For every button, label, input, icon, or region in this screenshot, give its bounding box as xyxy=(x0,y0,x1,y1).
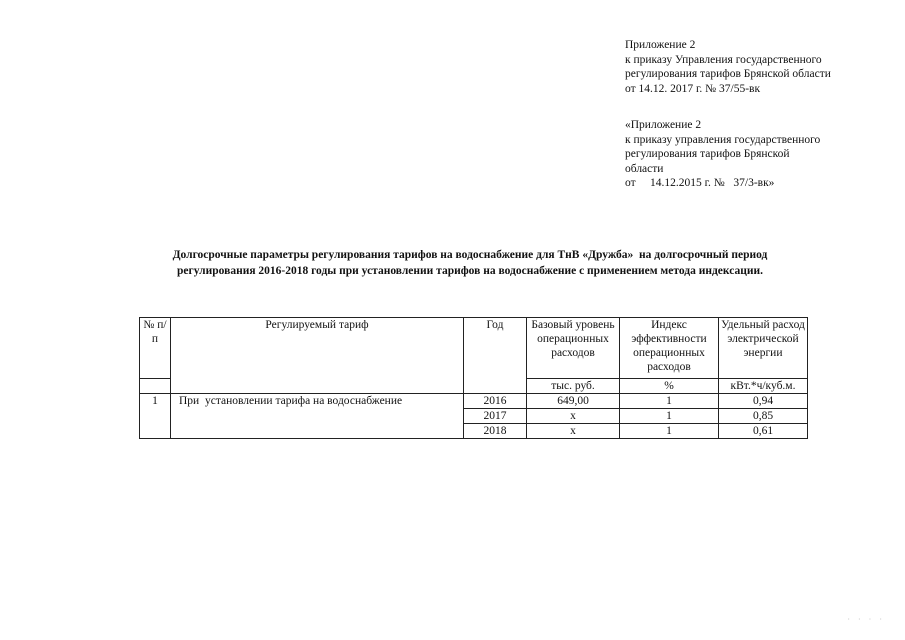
row-energy-consumption: 0,85 xyxy=(719,409,808,424)
appendix-current-block xyxy=(625,38,831,96)
row-efficiency-index: 1 xyxy=(620,394,719,409)
scan-artifact-dots: · · · · xyxy=(847,615,885,624)
row-base-cost: x xyxy=(527,424,620,439)
units-efficiency-index: % xyxy=(620,379,719,394)
appendix-previous-line: от 14.12.2015 г. № 37/3-вк» xyxy=(625,177,775,189)
appendix-previous-line: области xyxy=(625,162,664,175)
appendix-current-line: от 14.12. 2017 г. № 37/55-вк xyxy=(625,82,761,95)
units-energy-consumption: кВт.*ч/куб.м. xyxy=(719,379,808,394)
header-base-cost: Базовый уровень операционных расходов xyxy=(527,318,620,379)
table-header-row xyxy=(140,318,808,379)
document-title-line: регулирования 2016-2018 годы при установлении тарифов на водоснабжение с применением метода индексации. xyxy=(176,265,763,277)
header-efficiency-index: Индекс эффективности операционных расходов xyxy=(620,318,719,379)
appendix-current-line: Приложение 2 xyxy=(625,39,696,51)
row-year: 2018 xyxy=(464,424,527,439)
row-year: 2016 xyxy=(464,394,527,409)
row-base-cost: x xyxy=(527,409,620,424)
row-tariff: При установлении тарифа на водоснабжение xyxy=(171,394,464,439)
document-title-line: Долгосрочные параметры регулирования тарифов на водоснабжение для ТнВ «Дружба» на долгосрочный период xyxy=(172,249,768,261)
appendix-previous-line: «Приложение 2 xyxy=(625,119,702,131)
parameters-table xyxy=(139,317,808,439)
row-num: 1 xyxy=(140,394,171,439)
appendix-previous-block xyxy=(625,118,820,191)
row-year: 2017 xyxy=(464,409,527,424)
appendix-current-line: регулирования тарифов Брянской области xyxy=(625,68,831,80)
row-energy-consumption: 0,61 xyxy=(719,424,808,439)
appendix-previous-line: регулирования тарифов Брянской xyxy=(625,148,790,160)
appendix-previous-line: к приказу управления государственного xyxy=(625,133,821,146)
appendix-current-line: к приказу Управления государственного xyxy=(625,53,822,66)
header-year: Год xyxy=(464,318,527,394)
units-base-cost: тыс. руб. xyxy=(527,379,620,394)
document-title xyxy=(100,247,840,279)
header-num: № п/п xyxy=(140,318,171,379)
row-energy-consumption: 0,94 xyxy=(719,394,808,409)
units-num-empty xyxy=(140,379,171,394)
header-energy-consumption: Удельный расход электрической энергии xyxy=(719,318,808,379)
header-tariff: Регулируемый тариф xyxy=(171,318,464,394)
row-efficiency-index: 1 xyxy=(620,424,719,439)
row-base-cost: 649,00 xyxy=(527,394,620,409)
row-efficiency-index: 1 xyxy=(620,409,719,424)
table-row xyxy=(140,394,808,409)
